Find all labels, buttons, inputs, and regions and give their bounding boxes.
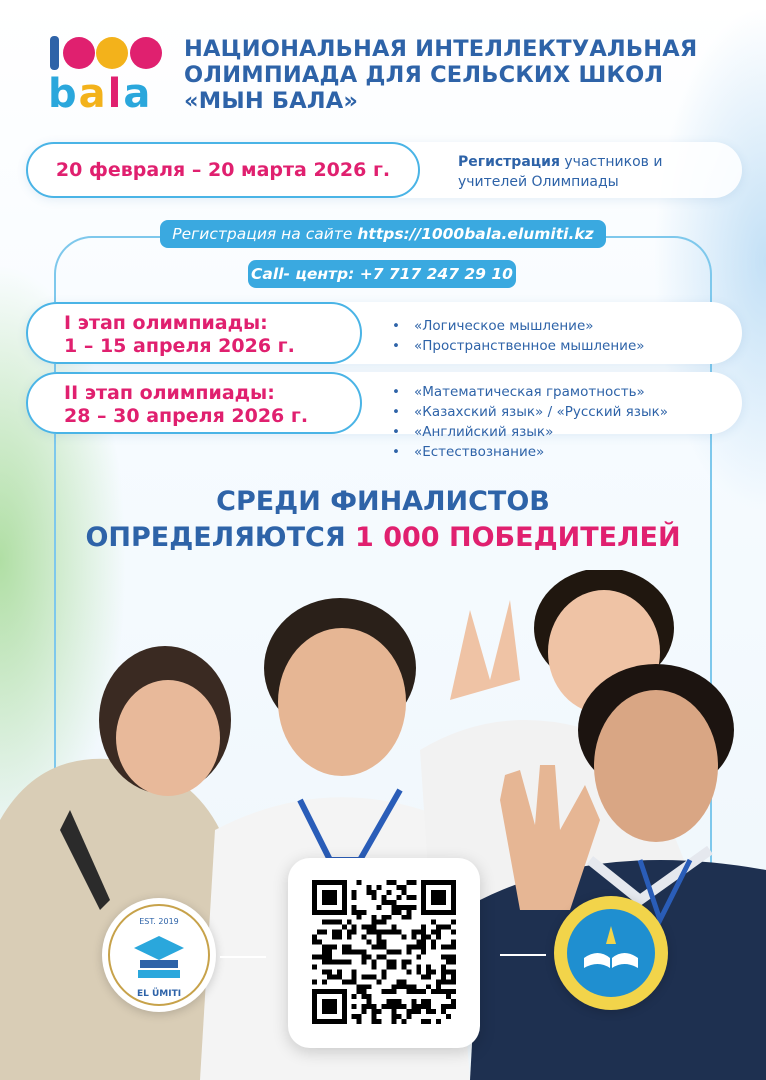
stage-2-dates: 28 – 30 апреля 2026 г. xyxy=(64,405,309,427)
registration-site[interactable]: Регистрация на сайте https://1000bala.elumiti.kz xyxy=(160,220,606,248)
open-book-icon xyxy=(554,896,668,1010)
logo-1000-icon xyxy=(50,34,170,72)
stage-1-dates: 1 – 15 апреля 2026 г. xyxy=(64,335,295,357)
stage-2-topics xyxy=(392,382,668,462)
topic-item: • «Естествознание» xyxy=(392,442,668,462)
winners-line-2: ОПРЕДЕЛЯЮТСЯ 1 000 ПОБЕДИТЕЛЕЙ xyxy=(85,522,681,553)
winners-line-1: СРЕДИ ФИНАЛИСТОВ xyxy=(216,486,550,517)
topic-item: • «Логическое мышление» xyxy=(392,316,645,336)
call-center[interactable]: Call- центр: +7 717 247 29 10 xyxy=(248,260,516,288)
stage-1-pill xyxy=(26,302,362,364)
svg-text:EST. 2019: EST. 2019 xyxy=(139,917,179,926)
page-title: НАЦИОНАЛЬНАЯ ИНТЕЛЛЕКТУАЛЬНАЯ ОЛИМПИАДА ДЛЯ СЕЛЬСКИХ ШКОЛ «МЫН БАЛА» xyxy=(184,36,698,114)
site-url-link[interactable]: https://1000bala.elumiti.kz xyxy=(357,225,594,243)
stage-2-title: II этап олимпиады: xyxy=(64,382,275,404)
el-umiti-badge xyxy=(102,898,216,1012)
arrow-right xyxy=(500,954,546,956)
topic-item: • «Казахский язык» / «Русский язык» xyxy=(392,402,668,422)
stage-2-pill xyxy=(26,372,362,434)
arrow-left xyxy=(220,956,266,958)
graduation-cap-icon xyxy=(102,898,216,1012)
registration-label: Регистрация участников и учителей Олимпиады xyxy=(458,154,663,190)
topic-item: • «Математическая грамотность» xyxy=(392,382,668,402)
ministry-badge xyxy=(554,896,668,1010)
logo-bala: bala xyxy=(48,71,153,117)
qr-code-icon[interactable] xyxy=(312,880,456,1024)
stage-1-title: I этап олимпиады: xyxy=(64,312,268,334)
topic-item: • «Английский язык» xyxy=(392,422,668,442)
stage-1-topics xyxy=(392,316,645,356)
registration-dates: 20 февраля – 20 марта 2026 г. xyxy=(26,142,420,198)
topic-item: • «Пространственное мышление» xyxy=(392,336,645,356)
winners-headline xyxy=(60,484,706,556)
svg-text:EL ÜMITI: EL ÜMITI xyxy=(136,989,182,999)
